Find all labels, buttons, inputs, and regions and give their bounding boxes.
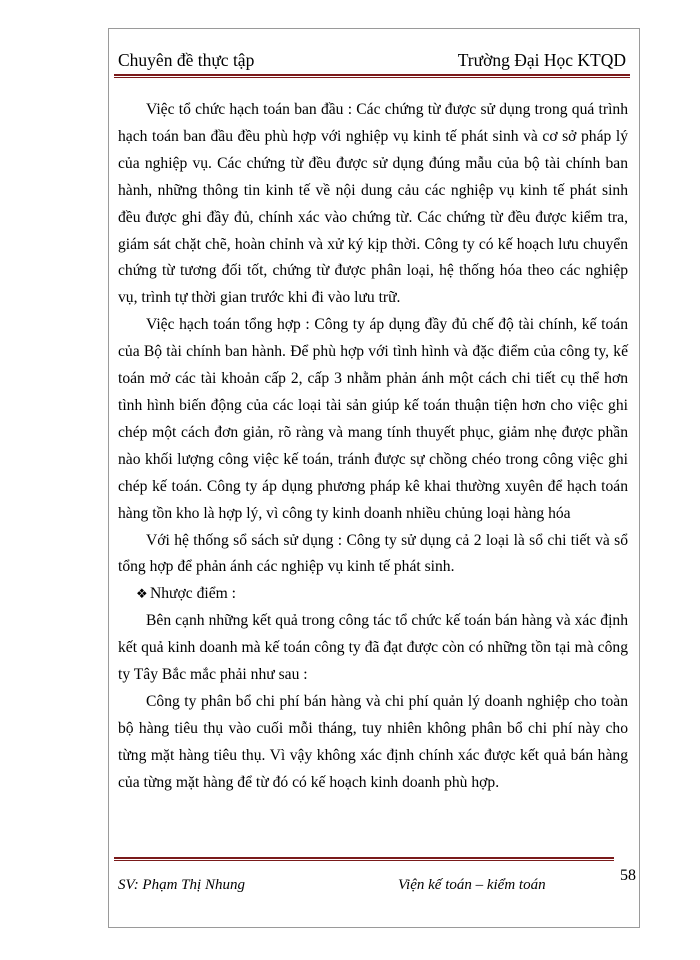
header-title-left: Chuyên đề thực tập bbox=[118, 50, 255, 70]
footer-rule bbox=[114, 857, 614, 861]
paragraph-bookkeeping-system: Với hệ thống sổ sách sử dụng : Công ty sử dụng cả 2 loại là sổ chi tiết và sổ tổng hợp để phản ánh các nghiệp vụ kinh tế phát sinh. bbox=[118, 531, 628, 576]
paragraph-initial-accounting: Việc tổ chức hạch toán ban đầu : Các chứng từ được sử dụng trong quá trình hạch toán ban đầu đều phù hợp với nghiệp vụ kinh tế phát sinh và cơ sở pháp lý của nghiệp vụ. Các chứng từ đều được sử dụng đúng mẫu của bộ tài chính ban hành, những thông tin kinh tế về nội dung cảu các nghiệp vụ kinh tế phát sinh đều được ghi đầy đủ, chính xác vào chứng từ. Các chứng từ đều được kiểm tra, giám sát chặt chẽ, hoàn chỉnh và xử ký kịp thời. Công ty có kế hoạch lưu chuyển chứng từ tương đối tốt, chứng từ được phân loại, hệ thống hóa theo các nghiệp vụ, trình tự thời gian trước khi đi vào lưu trữ. bbox=[118, 101, 628, 307]
document-body bbox=[118, 97, 628, 797]
footer-department: Viện kế toán – kiểm toán bbox=[398, 877, 546, 893]
paragraph-general-accounting: Việc hạch toán tổng hợp : Công ty áp dụng đầy đủ chế độ tài chính, kế toán của Bộ tài chính ban hành. Để phù hợp với tình hình và đặc điểm của công ty, kế toán mở các tài khoản cấp 2, cấp 3 nhằm phản ánh một cách chi tiết cụ thể hơn tình hình biến động của các loại tài sản giúp kế toán thuận tiện hơn cho việc ghi chép một cách đơn giản, rõ ràng và mang tính thuyết phục, giảm nhẹ được phần nào khối lượng công việc kế toán, tránh được sự chồng chéo trong công việc ghi chép kế toán. Công ty áp dụng phương pháp kê khai thường xuyên để hạch toán hàng tồn kho là hợp lý, vì công ty kinh doanh nhiều chủng loại hàng hóa bbox=[118, 316, 628, 522]
page-header bbox=[118, 50, 626, 74]
bullet-label: Nhược điểm : bbox=[150, 585, 236, 603]
footer-author: SV: Phạm Thị Nhung bbox=[118, 877, 245, 893]
header-rule bbox=[114, 74, 630, 78]
page-number: 58 bbox=[620, 867, 636, 884]
page-footer bbox=[118, 867, 638, 897]
paragraph-shortcomings-intro: Bên cạnh những kết quả trong công tác tổ chức kế toán bán hàng và xác định kết quả kinh doanh mà kế toán công ty đã đạt được còn có những tồn tại mà công ty Tây Bắc mắc phải như sau : bbox=[118, 612, 628, 684]
bullet-weaknesses bbox=[118, 581, 628, 608]
diamond-bullet-icon: ❖ bbox=[136, 586, 148, 602]
header-title-right: Trường Đại Học KTQD bbox=[457, 50, 626, 70]
paragraph-cost-allocation: Công ty phân bổ chi phí bán hàng và chi phí quản lý doanh nghiệp cho toàn bộ hàng tiêu thụ vào cuối mỗi tháng, tuy nhiên không phân bổ chi phí này cho từng mặt hàng tiêu thụ. Vì vậy không xác định chính xác được kết quả bán hàng của từng mặt hàng để từ đó có kế hoạch kinh doanh phù hợp. bbox=[118, 692, 628, 791]
